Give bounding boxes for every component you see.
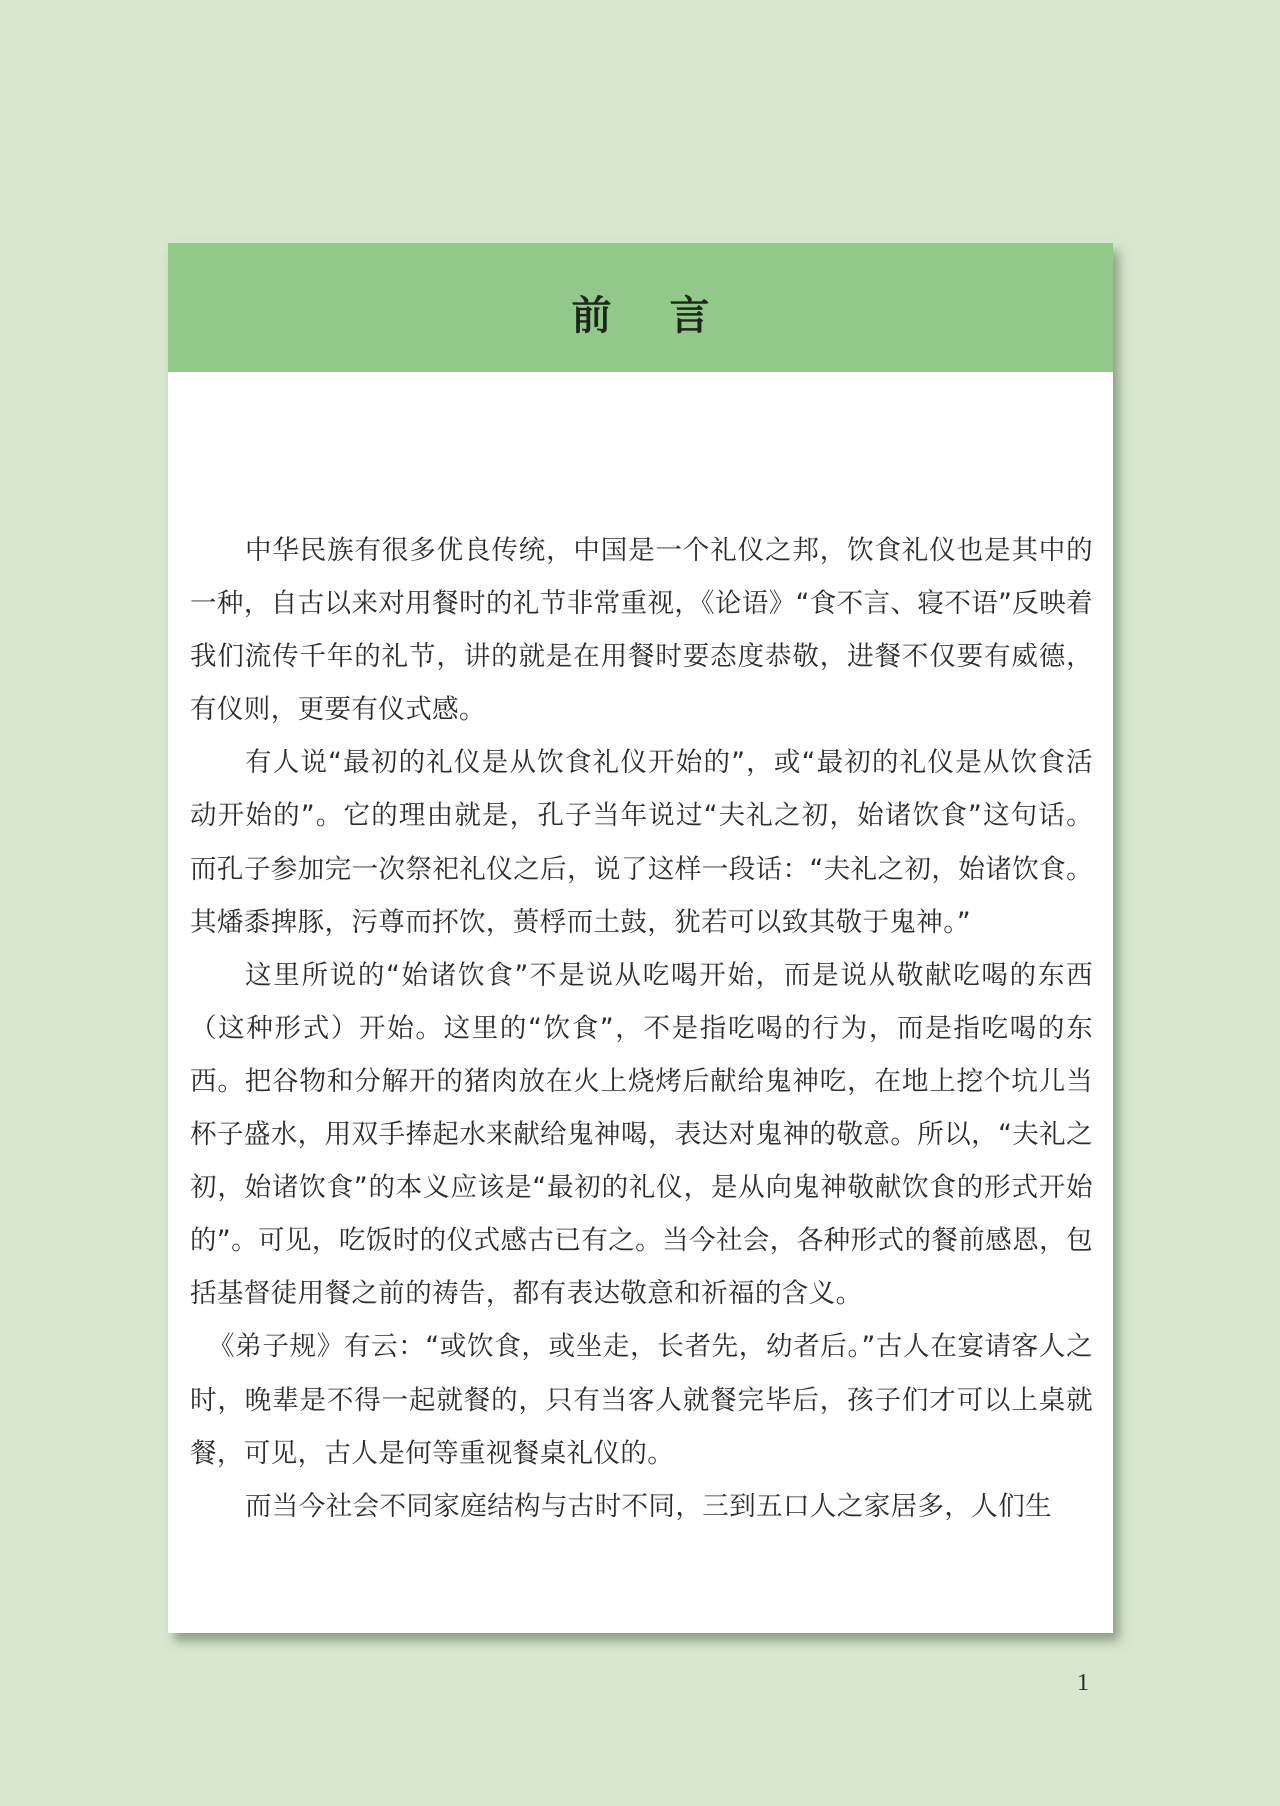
page-header-band [168,243,1113,372]
preface-body [190,524,1093,1533]
paragraph-5: 而当今社会不同家庭结构与古时不同，三到五口人之家居多，人们生 [245,1490,1052,1522]
preface-page-card [168,243,1113,1633]
paragraph-1: 中华民族有很多优良传统，中国是一个礼仪之邦，饮食礼仪也是其中的一种，自古以来对用餐时的礼节非常重视，《论语》“食不言、寝不语”反映着我们流传千年的礼节，讲的就是在用餐时要态度恭敬，进餐不仅要有威德，有仪则，更要有仪式感。 [190,535,1093,726]
paragraph-3: 这里所说的“始诸饮食”不是说从吃喝开始，而是说从敬献吃喝的东西（这种形式）开始。这里的“饮食”，不是指吃喝的行为，而是指吃喝的东西。把谷物和分解开的猪肉放在火上烧烤后献给鬼神吃，在地上挖个坑儿当杯子盛水，用双手捧起水来献给鬼神喝，表达对鬼神的敬意。所以，“夫礼之初，始诸饮食”的本义应该是“最初的礼仪，是从向鬼神敬献饮食的形式开始的”。可见，吃饭时的仪式感古已有之。当今社会，各种形式的餐前感恩，包括基督徒用餐之前的祷告，都有表达敬意和祈福的含义。 [190,959,1093,1310]
paragraph-4: 《弟子规》有云：“或饮食，或坐走，长者先，幼者后。”古人在宴请客人之时，晚辈是不得一起就餐的，只有当客人就餐完毕后，孩子们才可以上桌就餐，可见，古人是何等重视餐桌礼仪的。 [190,1331,1093,1469]
paragraph-2: 有人说“最初的礼仪是从饮食礼仪开始的”，或“最初的礼仪是从饮食活动开始的”。它的理由就是，孔子当年说过“夫礼之初，始诸饮食”这句话。而孔子参加完一次祭祀礼仪之后，说了这样一段话：“夫礼之初，始诸饮食。其燔黍捭豚，污尊而抔饮，蒉桴而土鼓，犹若可以致其敬于鬼神。” [190,747,1093,938]
page-number: 1 [1077,1670,1089,1696]
page-title: 前 言 [571,293,732,339]
